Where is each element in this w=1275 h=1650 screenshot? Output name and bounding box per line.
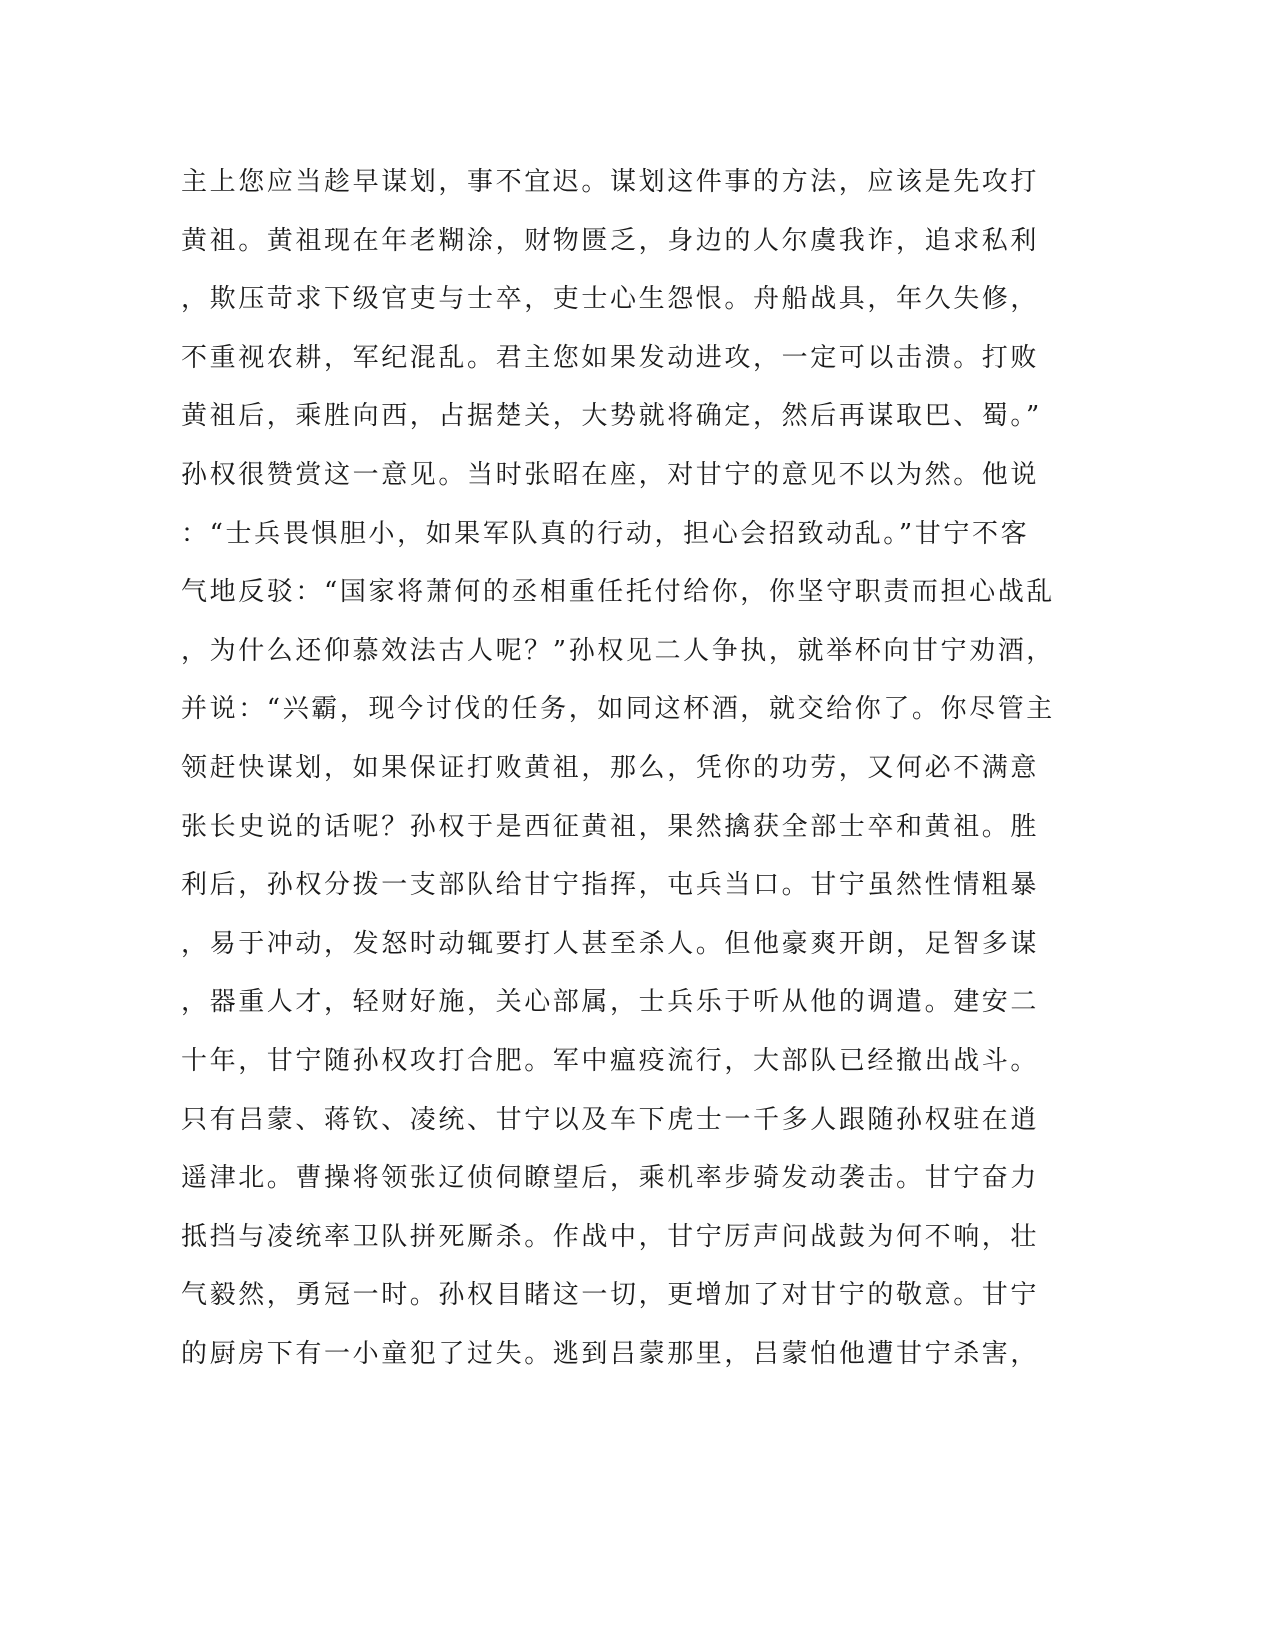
text-line: ：“士兵畏惧胆小，如果军队真的行动，担心会招致动乱。”甘宁不客 (181, 518, 1030, 549)
text-line: 抵挡与凌统率卫队拼死厮杀。作战中，甘宁厉声问战鼓为何不响，壮 (181, 1221, 1040, 1252)
text-line: ，为什么还仰慕效法古人呢？”孙权见二人争执，就举杯向甘宁劝酒， (181, 635, 1055, 666)
text-line: ，器重人才，轻财好施，关心部属，士兵乐于听从他的调遣。建安二 (181, 987, 1040, 1018)
text-line: 黄祖。黄祖现在年老糊涂，财物匮乏，身边的人尔虞我诈，追求私利 (181, 225, 1040, 256)
text-line: 主上您应当趁早谋划，事不宜迟。谋划这件事的方法，应该是先攻打 (181, 167, 1040, 197)
text-line: 气毅然，勇冠一时。孙权目睹这一切，更增加了对甘宁的敬意。甘宁 (181, 1280, 1040, 1311)
text-line: 只有吕蒙、蒋钦、凌统、甘宁以及车下虎士一千多人跟随孙权驻在逍 (181, 1104, 1040, 1135)
text-line: 黄祖后，乘胜向西，占据楚关，大势就将确定，然后再谋取巴、蜀。” (181, 401, 1042, 432)
text-line: 张长史说的话呢？孙权于是西征黄祖，果然擒获全部士卒和黄祖。胜 (181, 811, 1040, 842)
text-line: 十年，甘宁随孙权攻打合肥。军中瘟疫流行，大部队已经撤出战斗。 (181, 1045, 1040, 1076)
text-line: 气地反驳：“国家将萧何的丞相重任托付给你，你坚守职责而担心战乱 (181, 577, 1055, 608)
text-line: 领赶快谋划，如果保证打败黄祖，那么，凭你的功劳，又何必不满意 (181, 752, 1040, 783)
body-text (181, 162, 1055, 1392)
text-line: ，易于冲动，发怒时动辄要打人甚至杀人。但他豪爽开朗，足智多谋 (181, 928, 1040, 959)
text-line: ，欺压苛求下级官吏与士卒，吏士心生怨恨。舟船战具，年久失修， (181, 284, 1040, 315)
text-line: 遥津北。曹操将领张辽侦伺瞭望后，乘机率步骑发动袭击。甘宁奋力 (181, 1163, 1040, 1194)
text-line: 并说：“兴霸，现今讨伐的任务，如同这杯酒，就交给你了。你尽管主 (181, 694, 1055, 725)
text-line: 不重视农耕，军纪混乱。君主您如果发动进攻，一定可以击溃。打败 (181, 342, 1040, 373)
text-line: 孙权很赞赏这一意见。当时张昭在座，对甘宁的意见不以为然。他说 (181, 459, 1040, 490)
text-line: 利后，孙权分拨一支部队给甘宁指挥，屯兵当口。甘宁虽然性情粗暴 (181, 870, 1040, 901)
text-line: 的厨房下有一小童犯了过失。逃到吕蒙那里，吕蒙怕他遭甘宁杀害， (181, 1338, 1040, 1369)
